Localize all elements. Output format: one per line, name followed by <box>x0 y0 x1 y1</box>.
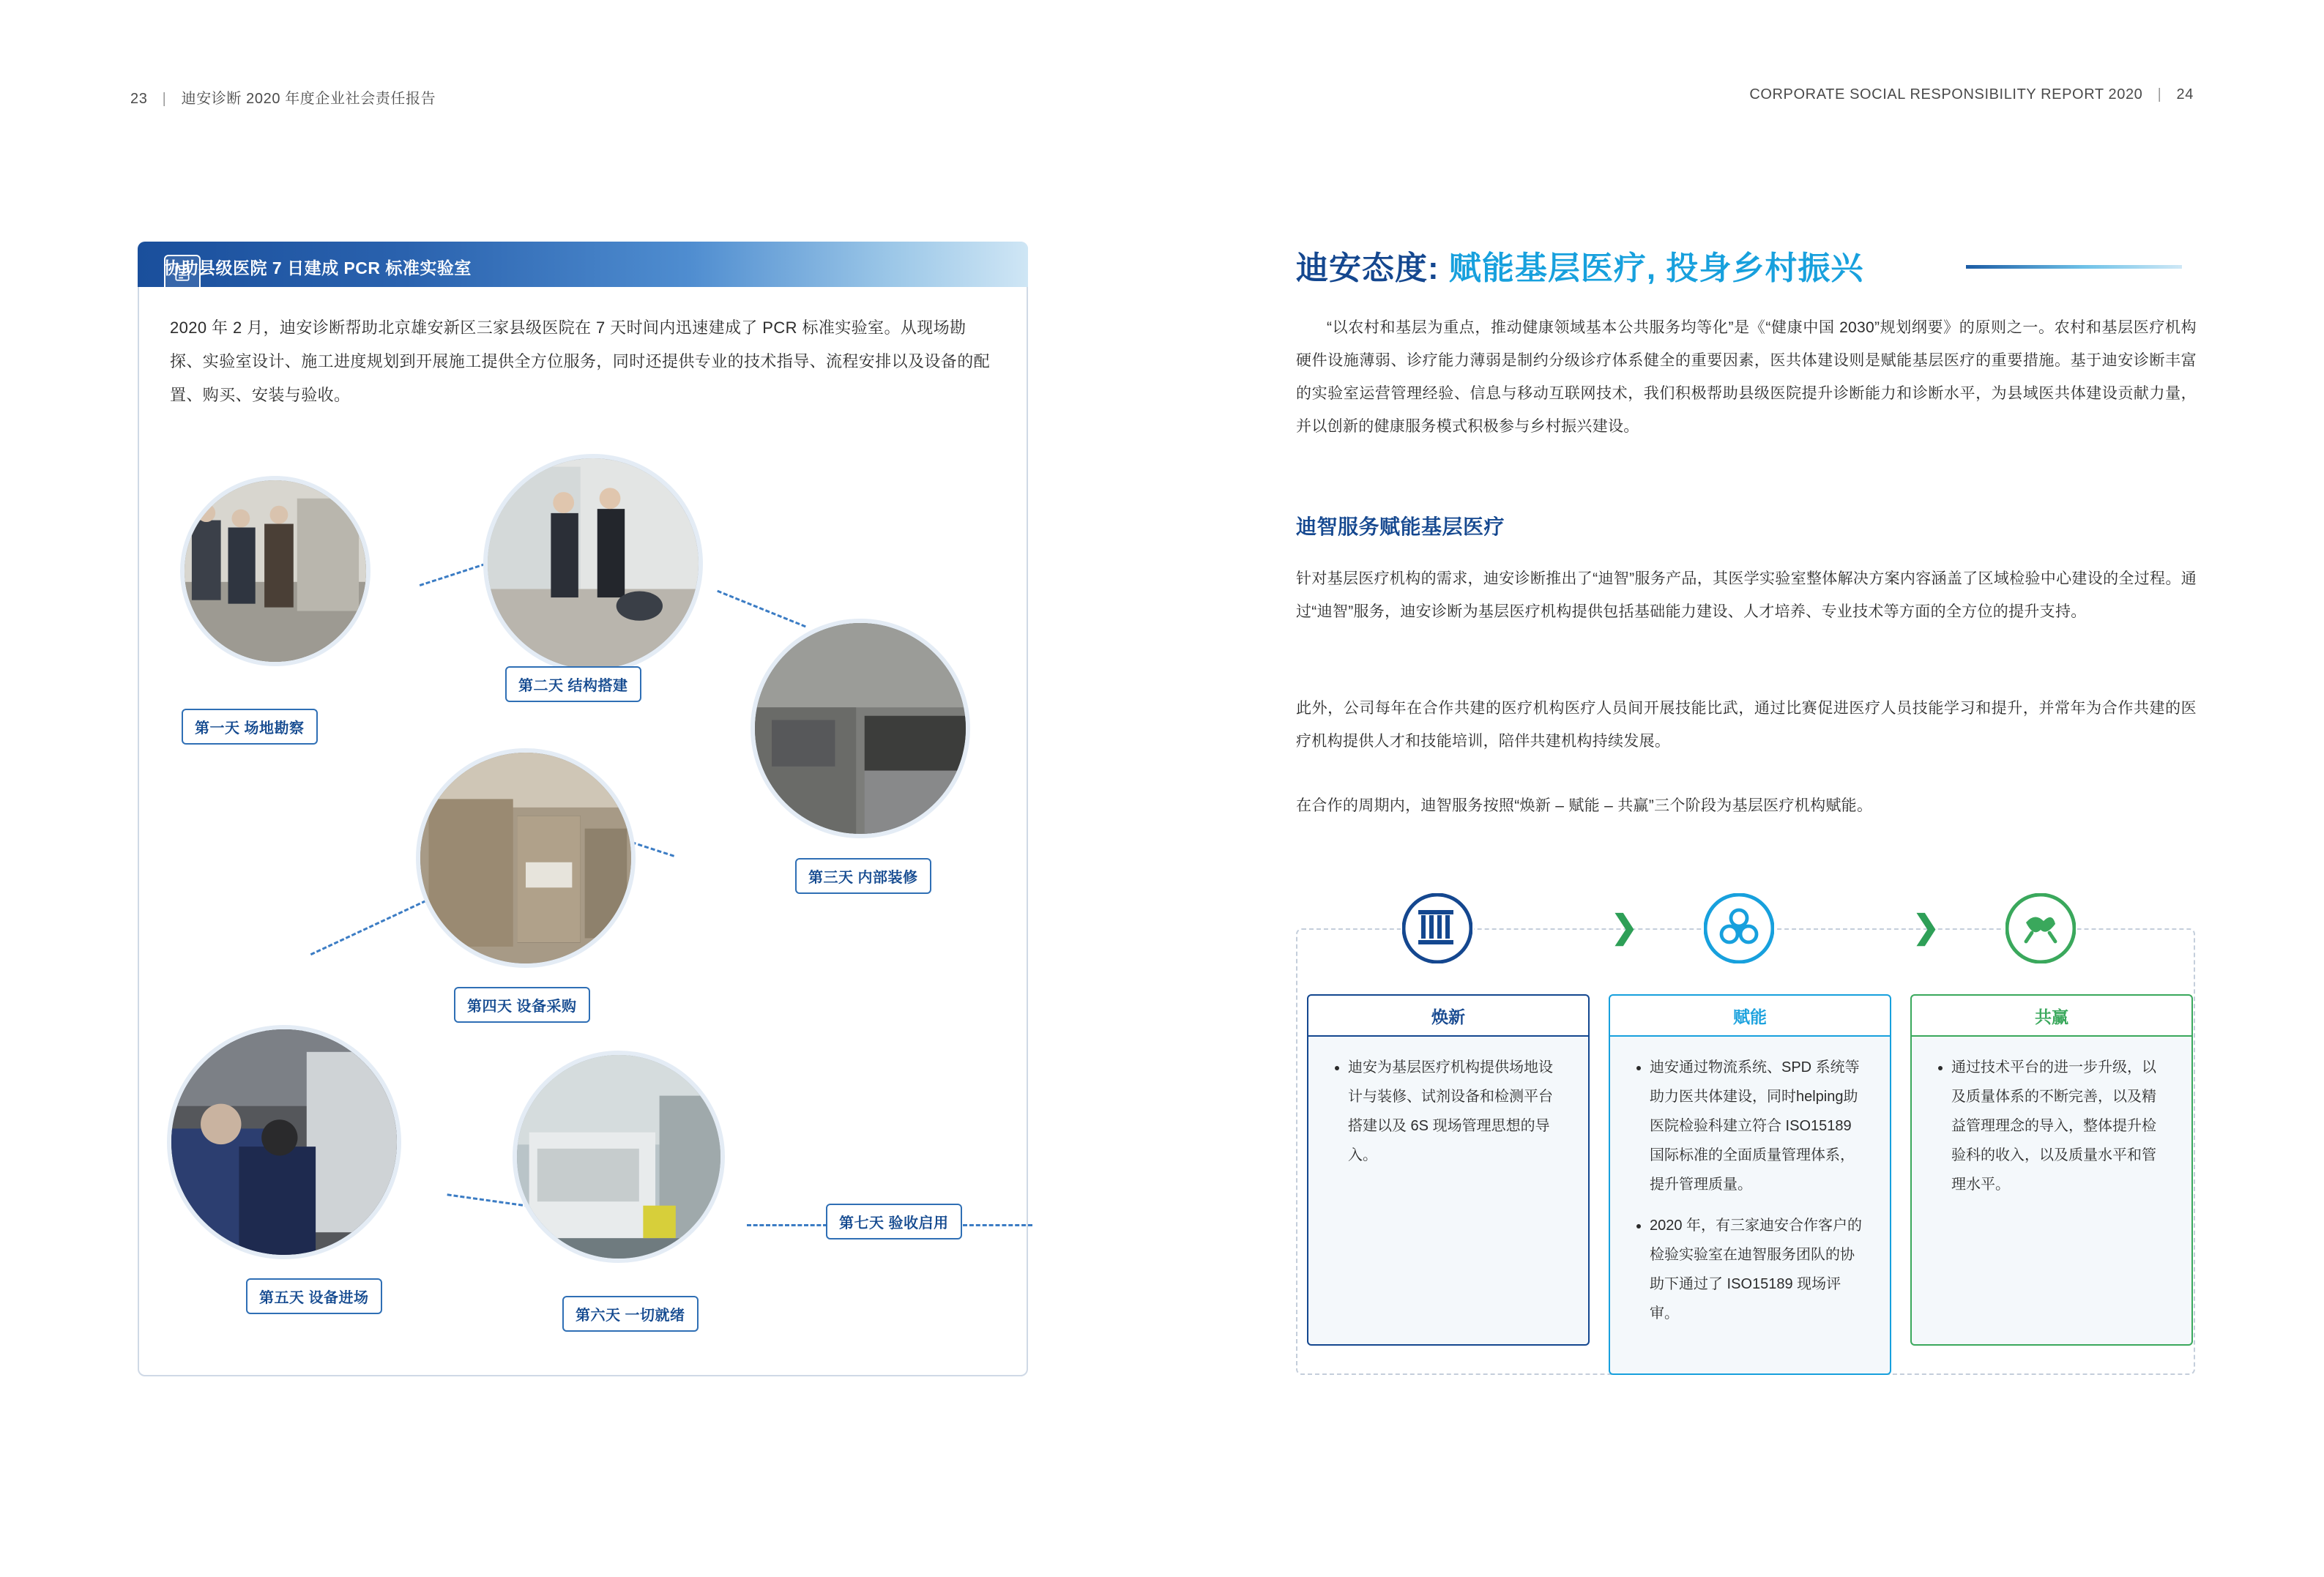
stage-box-empower <box>1609 994 1891 1375</box>
page-title <box>1296 242 1863 288</box>
intro-paragraph: “以农村和基层为重点，推动健康领域基本公共服务均等化”是《“健康中国 2030”规划纲要》的原则之一。农村和基层医疗机构硬件设施薄弱、诊疗能力薄弱是制约分级诊疗体系健全的重要因素，医共体建设则是赋能基层医疗的重要措施。基于迪安诊断丰富的实验室运营管理经验、信息与移动互联网技术，我们积极帮助县级医院提升诊断能力和诊断水平，为县域医共体建设贡献力量，并以创新的健康服务模式积极参与乡村振兴建设。 <box>1296 319 2197 435</box>
header-right-title: CORPORATE SOCIAL RESPONSIBILITY REPORT 2020 <box>1749 86 2143 102</box>
step-photo-6 <box>513 1051 725 1263</box>
step-caption-5: 第五天 设备进场 <box>246 1278 382 1314</box>
photo-interior-decoration <box>755 623 966 834</box>
stage-item: • 迪安通过物流系统、SPD 系统等助力医共体建设，同时helping助医院检验科建立符合 ISO15189 国际标准的全面质量管理体系，提升管理质量。 <box>1650 1053 1868 1199</box>
step-caption-3: 第三天 内部装修 <box>795 858 931 894</box>
stage-arrow-2: ❯ <box>1913 909 1940 945</box>
step-caption-7: 第七天 验收启用 <box>826 1204 962 1239</box>
stage-box-renewal <box>1307 994 1590 1346</box>
header-left-title: 迪安诊断 2020 年度企业社会责任报告 <box>181 91 436 107</box>
building-pillars-icon <box>1401 892 1474 965</box>
step-photo-3 <box>751 619 970 838</box>
stage-label-winwin: 共赢 <box>1912 996 2191 1037</box>
stage-item: • 2020 年，有三家迪安合作客户的检验实验室在迪智服务团队的协助下通过了 ISO15189 现场评审。 <box>1650 1211 1868 1328</box>
step-photo-4 <box>416 748 636 968</box>
connector-6-7 <box>747 1224 827 1226</box>
case-study-card-header <box>138 242 1028 287</box>
step-caption-4: 第四天 设备采购 <box>454 987 590 1023</box>
step-photo-1 <box>180 476 370 666</box>
stage-box-winwin <box>1910 994 2193 1346</box>
stage-content-empower <box>1610 1037 1890 1359</box>
photo-structure-build <box>488 458 699 669</box>
section-paragraph-3: 在合作的周期内，迪智服务按照“焕新 – 赋能 – 共赢”三个阶段为基层医疗机构赋能。 <box>1296 797 1873 814</box>
case-study-body: 2020 年 2 月，迪安诊断帮助北京雄安新区三家县级医院在 7 天时间内迅速建成了 PCR 标准实验室。从现场勘探、实验室设计、施工进度规划到开展施工提供全方位服务，同时还提供专业的技术指导、流程安排以及设备的配置、购买、安装与验收。 <box>170 318 991 404</box>
stage-label-empower: 赋能 <box>1610 996 1890 1037</box>
biohazard-icon <box>1702 892 1776 965</box>
step-photo-2 <box>483 454 703 674</box>
page-title-light: 赋能基层医疗, 投身乡村振兴 <box>1439 250 1864 286</box>
step-photo-5 <box>167 1025 401 1259</box>
section-paragraph-1: 针对基层医疗机构的需求，迪安诊断推出了“迪智”服务产品，其医学实验室整体解决方案内容涵盖了区域检验中心建设的全过程。通过“迪智”服务，迪安诊断为基层医疗机构提供包括基础能力建设、人才培养、专业技术等方面的全方位的提升支持。 <box>1296 570 2197 620</box>
header-separator-left: | <box>162 91 167 107</box>
document-badge-icon <box>164 255 201 291</box>
handshake-leaf-icon <box>2004 892 2077 965</box>
photo-site-survey <box>185 480 366 662</box>
page-title-bold: 迪安态度: <box>1296 250 1440 286</box>
header-separator-right: | <box>2157 86 2162 102</box>
left-page-number: 23 <box>130 91 148 107</box>
photo-equipment-purchase <box>420 753 631 963</box>
section-paragraph-2: 此外，公司每年在合作共建的医疗机构医疗人员间开展技能比武，通过比赛促进医疗人员技能学习和提升，并常年为合作共建的医疗机构提供人才和技能培训，陪伴共建机构持续发展。 <box>1296 700 2197 750</box>
stage-item: • 通过技术平台的进一步升级，以及质量体系的不断完善，以及精益管理理念的导入，整体提升检验科的收入，以及质量水平和管理水平。 <box>1951 1053 2170 1199</box>
step-caption-1: 第一天 场地勘察 <box>182 709 318 745</box>
header-left <box>130 86 436 108</box>
step-caption-6: 第六天 一切就绪 <box>562 1296 699 1332</box>
stage-label-renewal: 焕新 <box>1308 996 1588 1037</box>
photo-all-ready <box>517 1055 720 1259</box>
stage-content-renewal <box>1308 1037 1588 1201</box>
connector-7-end <box>963 1224 1032 1226</box>
case-study-title: 协助县级医院 7 日建成 PCR 标准实验室 <box>164 258 472 277</box>
stage-arrow-1: ❯ <box>1611 909 1638 945</box>
photo-equipment-arrival <box>171 1029 397 1255</box>
title-rule <box>1966 265 2182 269</box>
step-caption-2: 第二天 结构搭建 <box>505 666 641 702</box>
header-right <box>1749 86 2194 103</box>
right-page-number: 24 <box>2176 86 2194 102</box>
stage-item: • 迪安为基层医疗机构提供场地设计与装修、试剂设备和检测平台搭建以及 6S 现场管理思想的导入。 <box>1348 1053 1566 1170</box>
stage-content-winwin <box>1912 1037 2191 1230</box>
section-title: 迪智服务赋能基层医疗 <box>1296 515 1505 538</box>
